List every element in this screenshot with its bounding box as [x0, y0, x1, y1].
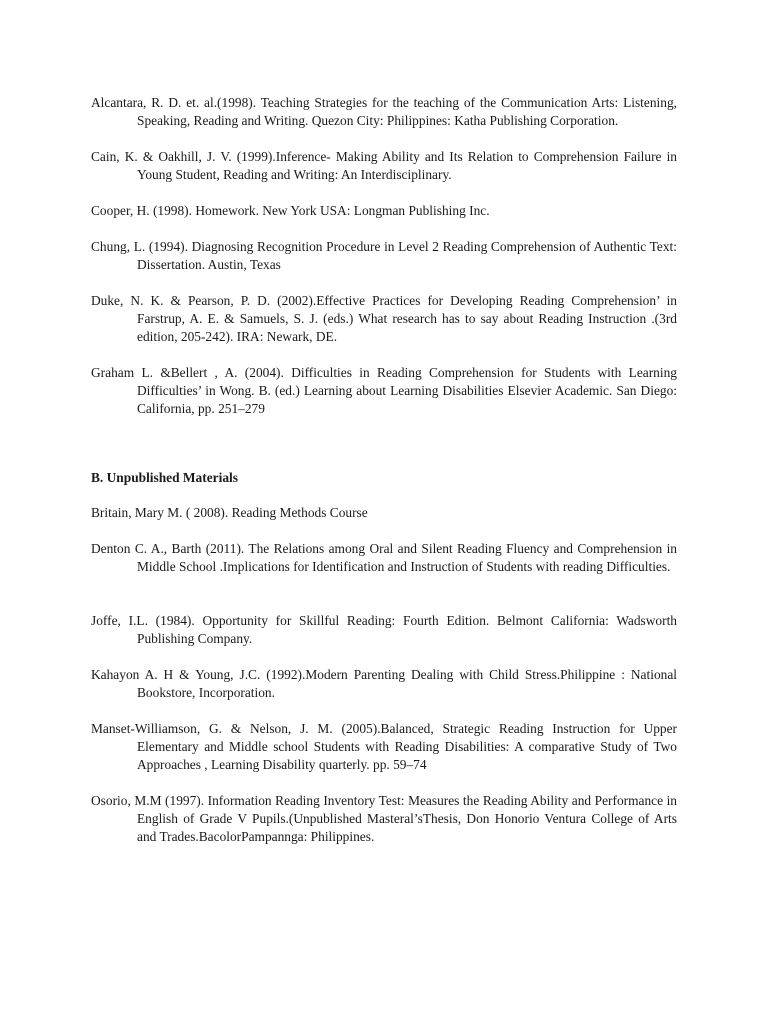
reference-duke: Duke, N. K. & Pearson, P. D. (2002).Effective Practices for Developing Reading Comprehension’ in Farstrup, A. E. & Samuels, S. J. (eds.) What research has to say about Reading Instruction .(3rd edition, 205-242). IRA: Newark, DE. — [91, 293, 677, 344]
reference-britain: Britain, Mary M. ( 2008). Reading Methods Course — [91, 505, 368, 520]
section-heading-unpublished: B. Unpublished Materials — [91, 470, 238, 485]
reference-cain: Cain, K. & Oakhill, J. V. (1999).Inference- Making Ability and Its Relation to Comprehension Failure in Young Student, Reading and Writing: An Interdisciplinary. — [91, 149, 677, 182]
reference-osorio: Osorio, M.M (1997). Information Reading Inventory Test: Measures the Reading Ability and Performance in English of Grade V Pupils.(Unpublished Masteral’sThesis, Don Honorio Ventura College of Arts and Trades.BacolorPampannga: Philippines. — [91, 793, 677, 844]
reference-denton: Denton C. A., Barth (2011). The Relations among Oral and Silent Reading Fluency and Comprehension in Middle School .Implications for Identification and Instruction of Students with reading Difficulties. — [91, 541, 677, 574]
reference-graham: Graham L. &Bellert , A. (2004). Difficulties in Reading Comprehension for Students with Learning Difficulties’ in Wong. B. (ed.) Learning about Learning Disabilities Elsevier Academic. San Diego: California, pp. 251–279 — [91, 365, 677, 416]
reference-cooper: Cooper, H. (1998). Homework. New York USA: Longman Publishing Inc. — [91, 203, 490, 218]
reference-list-unpublished — [91, 504, 677, 864]
reference-manset-williamson: Manset-Williamson, G. & Nelson, J. M. (2005).Balanced, Strategic Reading Instruction for Upper Elementary and Middle school Students with Reading Disabilities: A comparative Study of Two Approaches , Learning Disability quarterly. pp. 59–74 — [91, 721, 677, 772]
reference-chung: Chung, L. (1994). Diagnosing Recognition Procedure in Level 2 Reading Comprehension of Authentic Text: Dissertation. Austin, Texas — [91, 239, 677, 272]
reference-kahayon: Kahayon A. H & Young, J.C. (1992).Modern Parenting Dealing with Child Stress.Philippine : National Bookstore, Incorporation. — [91, 667, 677, 700]
reference-joffe: Joffe, I.L. (1984). Opportunity for Skillful Reading: Fourth Edition. Belmont California: Wadsworth Publishing Company. — [91, 613, 677, 646]
reference-list-published — [91, 94, 677, 436]
reference-alcantara: Alcantara, R. D. et. al.(1998). Teaching Strategies for the teaching of the Communication Arts: Listening, Speaking, Reading and Writing. Quezon City: Philippines: Katha Publishing Corporation. — [91, 95, 677, 128]
